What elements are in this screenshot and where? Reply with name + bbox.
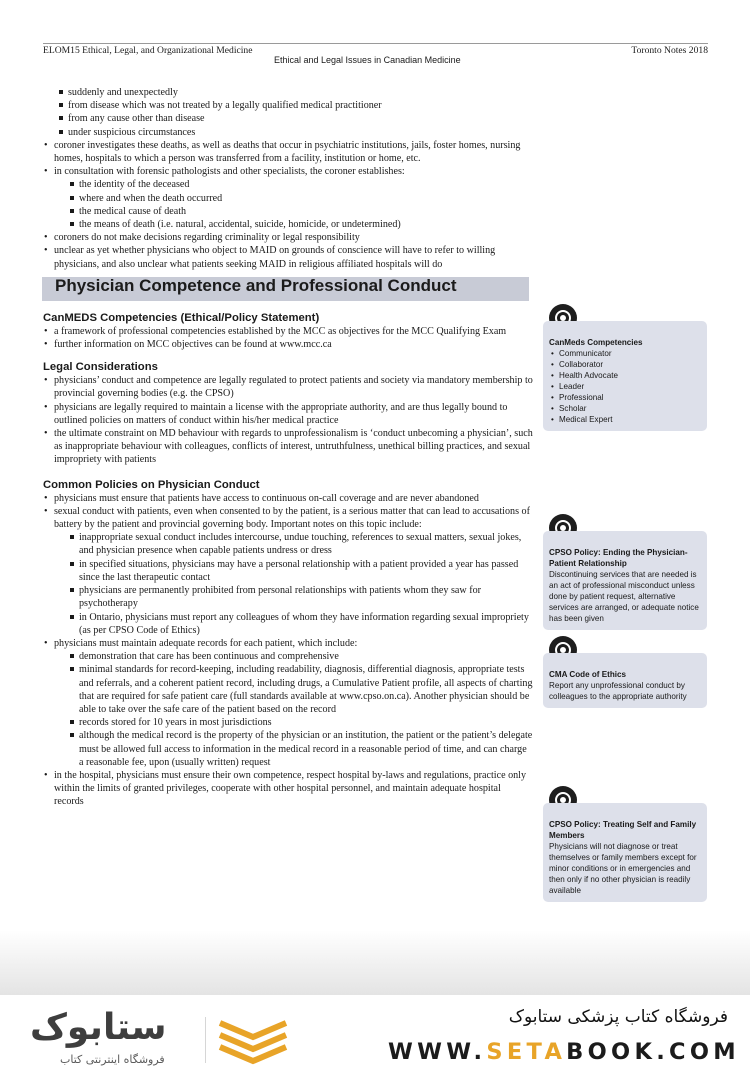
list-item-text: physicians must maintain adequate records for each patient, which include: bbox=[54, 637, 358, 649]
list-item: physicians are permanently prohibited from personal relationships with patients whom they saw for psychotherapy bbox=[68, 584, 533, 610]
coroner-list bbox=[43, 139, 533, 271]
list-item bbox=[43, 637, 533, 769]
list-item: • Professional bbox=[549, 392, 701, 403]
sidebar-cpso-self-box bbox=[543, 803, 707, 902]
list-item: suddenly and unexpectedly bbox=[57, 86, 533, 99]
list-item: • physicians must ensure that patients have access to continuous on-call coverage and are never abandoned bbox=[43, 492, 533, 505]
page-bottom-shadow bbox=[0, 930, 750, 995]
sidebar-box-title: CPSO Policy: Treating Self and Family Members bbox=[549, 820, 697, 840]
list-item: • further information on MCC objectives can be found at www.mcc.ca bbox=[43, 338, 533, 351]
sidebar-canmeds-box bbox=[543, 321, 707, 431]
sidebar-competency-list bbox=[549, 348, 701, 425]
list-item: from any cause other than disease bbox=[57, 112, 533, 125]
list-item: • unclear as yet whether physicians who object to MAID on grounds of conscience will have to refer to willing physicians, and also unclear what patients seeking MAID in religious affiliated hospitals will do bbox=[43, 244, 533, 270]
logo-tagline: فروشگاه اینترنتی کتاب bbox=[60, 1053, 165, 1066]
legal-list bbox=[43, 374, 533, 466]
list-item: • the ultimate constraint on MD behaviour with regards to unprofessionalism is ‘conduct unbecoming a physician’, such as inappropriate behaviour with colleagues, conflicts of interest, untruthfulness, unethical billing practices, and sexual impropriety with patients bbox=[43, 427, 533, 467]
canmeds-heading: CanMEDS Competencies (Ethical/Policy Statement) bbox=[43, 311, 320, 324]
list-item: • coroners do not make decisions regarding criminality or legal responsibility bbox=[43, 231, 533, 244]
banner-divider bbox=[205, 1017, 206, 1063]
url-suffix: BOOK.COM bbox=[566, 1039, 740, 1065]
list-item: • Leader bbox=[549, 381, 701, 392]
store-url-link[interactable] bbox=[388, 1039, 740, 1065]
list-item: the means of death (i.e. natural, accidental, suicide, homicide, or undetermined) bbox=[68, 218, 533, 231]
list-item: in Ontario, physicians must report any colleagues of whom they have information regarding sexual impropriety (as per CPSO Code of Ethics) bbox=[68, 611, 533, 637]
sidebar-cma-box bbox=[543, 653, 707, 708]
store-title: فروشگاه کتاب پزشکی ستابوک bbox=[508, 1007, 728, 1027]
list-item: • Health Advocate bbox=[549, 370, 701, 381]
list-item: in specified situations, physicians may have a personal relationship with a patient provided a year has passed since the last therapeutic contact bbox=[68, 558, 533, 584]
list-item: where and when the death occurred bbox=[68, 192, 533, 205]
running-header-right: Toronto Notes 2018 bbox=[631, 45, 708, 56]
sidebar-cpso-ending-box bbox=[543, 531, 707, 630]
policies-heading: Common Policies on Physician Conduct bbox=[43, 478, 260, 491]
records-list bbox=[68, 650, 533, 769]
list-item: • coroner investigates these deaths, as well as deaths that occur in psychiatric institutions, jails, foster homes, nursing homes, hospitals to which a person was transferred from a facility, institution or home, etc. bbox=[43, 139, 533, 165]
sidebar-box-title: CanMeds Competencies bbox=[549, 338, 643, 347]
policies-list bbox=[43, 492, 533, 809]
main-text-column bbox=[43, 86, 533, 809]
list-item: records stored for 10 years in most jurisdictions bbox=[68, 716, 533, 729]
legal-heading: Legal Considerations bbox=[43, 361, 158, 374]
list-item: • physicians are legally required to maintain a license with the appropriate authority, and are thus legally bound to outlined policies on matters of conduct within his/her medical practice bbox=[43, 401, 533, 427]
url-highlight: SETA bbox=[486, 1039, 567, 1065]
list-item: • physicians’ conduct and competence are legally regulated to protect patients and society via mandatory membership to provincial governing bodies (e.g. the CPSO) bbox=[43, 374, 533, 400]
logo-wordmark: ستابوک bbox=[30, 1007, 167, 1048]
list-item: from disease which was not treated by a legally qualified medical practitioner bbox=[57, 99, 533, 112]
list-item: the medical cause of death bbox=[68, 205, 533, 218]
list-item: • Communicator bbox=[549, 348, 701, 359]
running-header-center: Ethical and Legal Issues in Canadian Medicine bbox=[274, 55, 461, 65]
list-item: • in the hospital, physicians must ensure their own competence, respect hospital by-laws and regulations, practice only within the limits of granted privileges, cooperate with other hospital personnel, and maintain adequate hospital records bbox=[43, 769, 533, 809]
list-item: demonstration that care has been continuous and comprehensive bbox=[68, 650, 533, 663]
list-item: inappropriate sexual conduct includes intercourse, undue touching, references to sexual matters, sexual jokes, and physician presence when capable patients undress or dress bbox=[68, 531, 533, 557]
sexual-conduct-list bbox=[68, 531, 533, 637]
death-circumstances-list bbox=[57, 86, 533, 139]
sidebar-box-title: CPSO Policy: Ending the Physician-Patient Relationship bbox=[549, 548, 688, 568]
list-item: minimal standards for record-keeping, including readability, diagnosis, differential diagnosis, appropriate tests and referrals, and a coherent patient record, including drugs, a Cumulative Patient profile, all aspects of charting that are required for safe patient care (full standards available at www.cpso.on.ca). Another physician should be able to take over the safe care of the patient based on the record bbox=[68, 663, 533, 716]
list-item: • Medical Expert bbox=[549, 414, 701, 425]
list-item: the identity of the deceased bbox=[68, 178, 533, 191]
sidebar-box-text: Discontinuing services that are needed is an act of professional misconduct unless done by patient request, alternative services are arranged, or adequate notice has been given bbox=[549, 570, 699, 623]
sidebar-box-title: CMA Code of Ethics bbox=[549, 670, 627, 679]
list-item-text: in consultation with forensic pathologists and other specialists, the coroner establishes: bbox=[54, 166, 405, 178]
list-item bbox=[43, 165, 533, 231]
list-item: under suspicious circumstances bbox=[57, 126, 533, 139]
sidebar-box-text: Report any unprofessional conduct by colleagues to the appropriate authority bbox=[549, 681, 687, 701]
list-item: although the medical record is the property of the physician or an institution, the patient or the patient’s delegate must be allowed full access to information in the medical record in a reasonable period of time, and can charge a reasonable fee, upon (usually written) request bbox=[68, 729, 533, 769]
logo-chevron-icon bbox=[216, 1017, 290, 1067]
url-prefix: WWW. bbox=[388, 1039, 487, 1065]
list-item: • a framework of professional competencies established by the MCC as objectives for the MCC Qualifying Exam bbox=[43, 325, 533, 338]
list-item: • Collaborator bbox=[549, 359, 701, 370]
list-item-text: sexual conduct with patients, even when consented to by the patient, is a serious matter that can lead to accusations of battery by the patient and provincial governing body. Important notes on this topic include: bbox=[54, 505, 530, 531]
store-banner bbox=[0, 995, 750, 1079]
sidebar-box-text: Physicians will not diagnose or treat themselves or family members except for minor conditions or in emergencies and then only if no other physician is readily available bbox=[549, 842, 697, 895]
section-title: Physician Competence and Professional Conduct bbox=[55, 275, 457, 295]
header-rule bbox=[43, 43, 708, 44]
list-item bbox=[43, 505, 533, 637]
list-item: • Scholar bbox=[549, 403, 701, 414]
section-title-bar bbox=[42, 277, 529, 301]
consultation-list bbox=[68, 178, 533, 231]
running-header-left: ELOM15 Ethical, Legal, and Organizational Medicine bbox=[43, 45, 253, 56]
canmeds-list bbox=[43, 325, 533, 351]
